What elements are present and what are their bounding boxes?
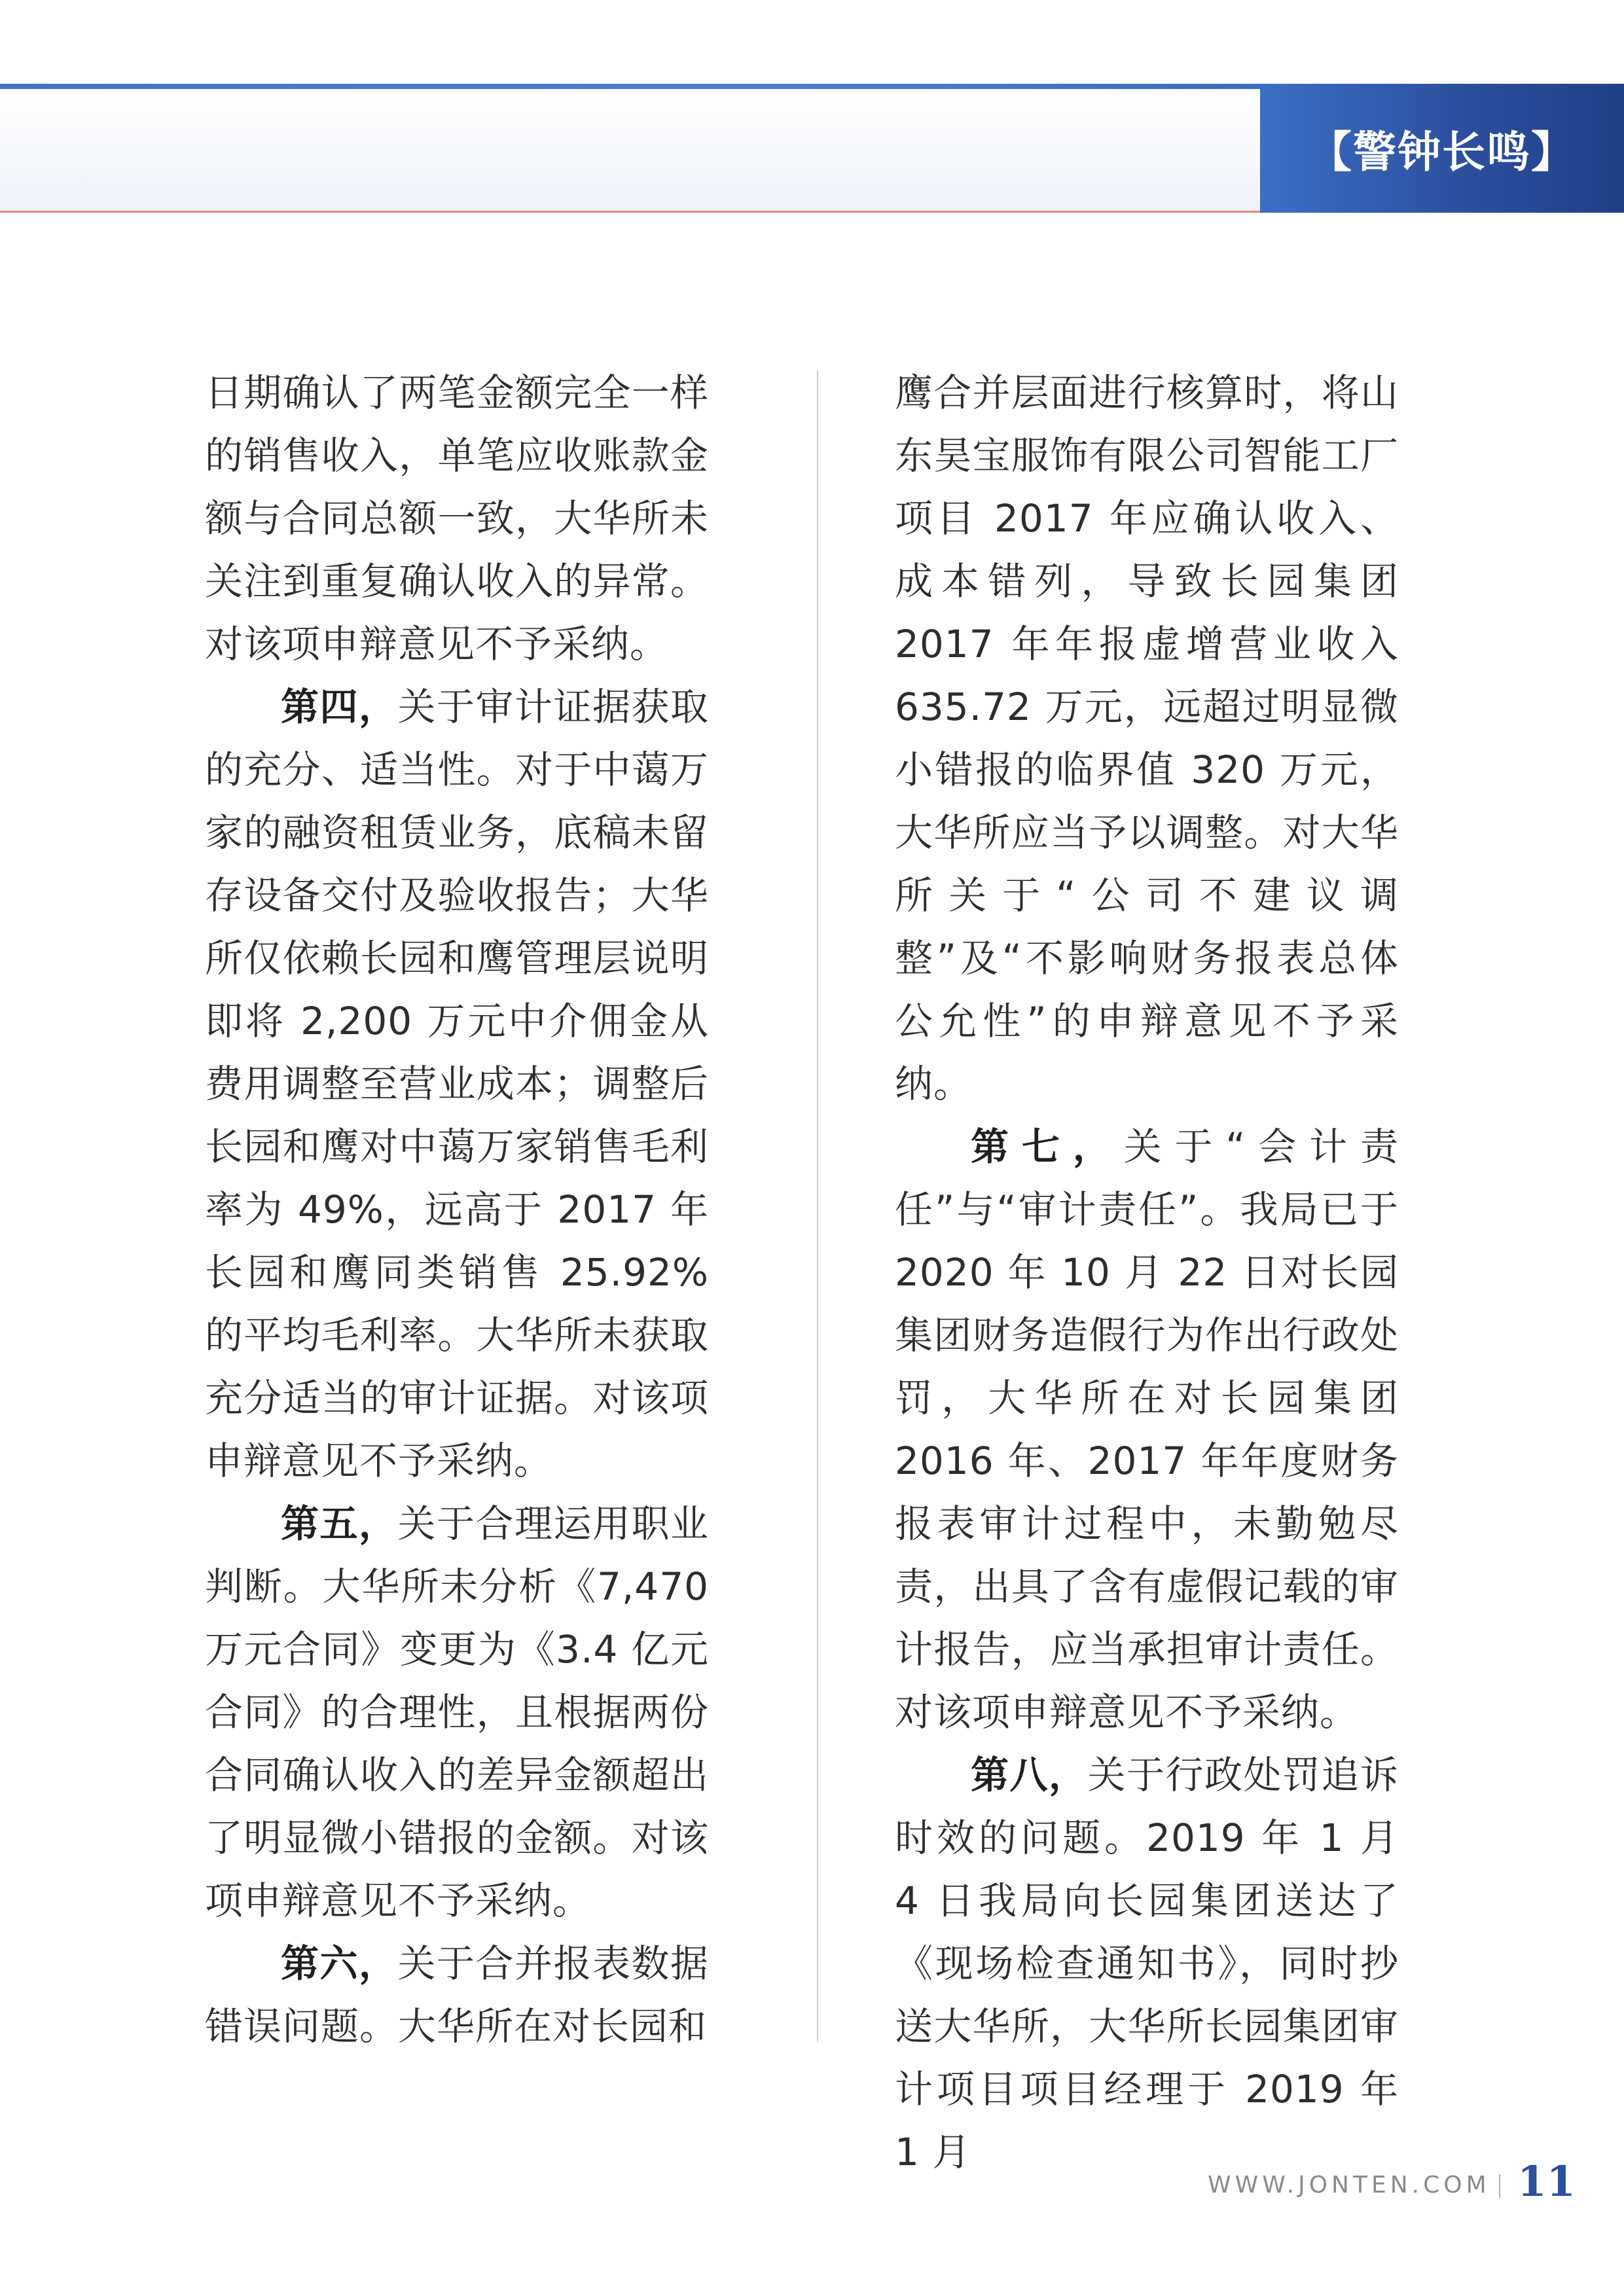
point-4-lead: 第四，: [281, 685, 398, 729]
left-paragraph-3: [205, 1492, 709, 1932]
header-accent-line: [0, 84, 1260, 89]
point-7-body: 关于“会计责任”与“审计责任”。我局已于 2020 年 10 月 22 日对长园集团财务造假行为作出行政处罚，大华所在对长园集团 2016 年、2017 年年度财务报表审计过程中，未勤勉尽责，出具了含有虚假记载的审计报告，应当承担审计责任。对该项申辩意见不予采纳。: [895, 1124, 1399, 1734]
left-paragraph-4: [205, 1932, 709, 2058]
right-paragraph-1: 鹰合并层面进行核算时，将山东昊宝服饰有限公司智能工厂项目 2017 年应确认收入、成本错列，导致长园集团 2017 年年报虚增营业收入 635.72 万元，远超过明显微小错报的临界值 320 万元，大华所应当予以调整。对大华所关于“公司不建议调整”及“不影响财务报表总体公允性”的申辩意见不予采纳。: [895, 370, 1399, 1106]
footer-separator: [1499, 2174, 1500, 2198]
left-paragraph-1: 日期确认了两笔金额完全一样的销售收入，单笔应收账款金额与合同总额一致，大华所未关注到重复确认收入的异常。对该项申辩意见不予采纳。: [205, 370, 709, 666]
header-band: [0, 89, 1260, 213]
point-8-lead: 第八，: [971, 1753, 1088, 1797]
left-paragraph-2: [205, 675, 709, 1492]
point-5-body: 关于合理运用职业判断。大华所未分析《7,470 万元合同》变更为《3.4 亿元合同》的合理性，且根据两份合同确认收入的差异金额超出了明显微小错报的金额。对该项申辩意见不予采纳。: [205, 1501, 709, 1923]
section-tag: 【警钟长鸣】: [1308, 126, 1576, 177]
section-tag-box: [1260, 84, 1624, 213]
point-6-lead: 第六，: [281, 1941, 398, 1986]
point-5-lead: 第五，: [281, 1501, 398, 1546]
right-paragraph-3: [895, 1744, 1399, 2183]
footer-website: WWW.JONTEN.COM: [1208, 2172, 1490, 2198]
point-8-body: 关于行政处罚追诉时效的问题。2019 年 1 月 4 日我局向长园集团送达了《现场检查通知书》，同时抄送大华所，大华所长园集团审计项目项目经理于 2019 年 1 月: [895, 1753, 1399, 2174]
page-number: 11: [1517, 2157, 1576, 2206]
point-6-body: 关于合并报表数据错误问题。大华所在对长园和: [205, 1941, 709, 2049]
point-7-lead: 第七，: [971, 1124, 1124, 1169]
point-4-body: 关于审计证据获取的充分、适当性。对于中蔼万家的融资租赁业务，底稿未留存设备交付及验收报告；大华所仅依赖长园和鹰管理层说明即将 2,200 万元中介佣金从费用调整至营业成本；调整后长园和鹰对中蔼万家销售毛利率为 49%，远高于 2017 年长园和鹰同类销售 25.92% 的平均毛利率。大华所未获取充分适当的审计证据。对该项申辩意见不予采纳。: [205, 685, 709, 1483]
column-divider: [817, 370, 818, 2042]
right-column: [895, 361, 1399, 2183]
right-paragraph-2: [895, 1115, 1399, 1744]
left-column: [205, 361, 709, 2058]
